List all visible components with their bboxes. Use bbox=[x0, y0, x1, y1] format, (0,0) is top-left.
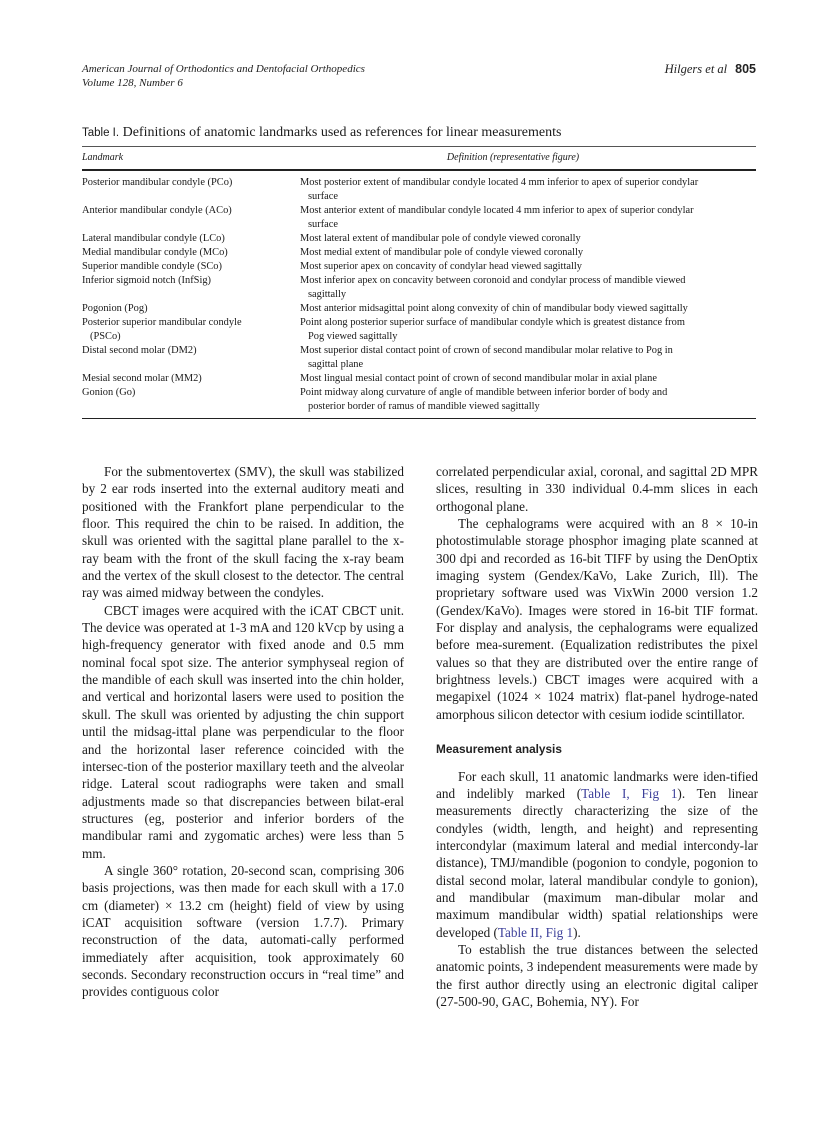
text: ). bbox=[573, 924, 581, 940]
definition-cell bbox=[300, 316, 756, 344]
page-number: 805 bbox=[735, 62, 756, 76]
definition-text: surface bbox=[308, 191, 338, 202]
definition-text: Most posterior extent of mandibular condyle located 4 mm inferior to apex of superior condylar bbox=[300, 177, 699, 188]
definition-text: surface bbox=[308, 219, 338, 230]
definition-cell bbox=[300, 274, 756, 302]
table-row bbox=[82, 372, 756, 386]
column-header-landmark: Landmark bbox=[82, 152, 124, 163]
table-row bbox=[82, 316, 756, 344]
definition-text: Most lateral extent of mandibular pole of condyle viewed coronally bbox=[300, 233, 581, 244]
landmark-text: Mesial second molar (MM2) bbox=[82, 373, 202, 384]
definition-text: posterior border of ramus of mandible viewed sagittally bbox=[308, 401, 540, 412]
landmark-text: Anterior mandibular condyle (ACo) bbox=[82, 205, 232, 216]
landmark-cell bbox=[82, 260, 300, 274]
definition-cell bbox=[300, 204, 756, 232]
body-column-left bbox=[82, 463, 404, 1001]
definition-text: sagittal plane bbox=[308, 359, 364, 370]
definition-cell bbox=[300, 302, 756, 316]
landmark-text: Posterior superior mandibular condyle bbox=[82, 317, 242, 328]
table-row bbox=[82, 344, 756, 372]
landmark-cell bbox=[82, 204, 300, 232]
definition-cell bbox=[300, 386, 756, 414]
table-caption bbox=[82, 124, 756, 142]
paragraph bbox=[436, 768, 758, 941]
table-landmark-definitions bbox=[82, 124, 756, 419]
definition-text: Most superior apex on concavity of condylar head viewed sagittally bbox=[300, 261, 582, 272]
table-bottom-rule bbox=[82, 418, 756, 419]
landmark-text: Posterior mandibular condyle (PCo) bbox=[82, 177, 233, 188]
table-row bbox=[82, 260, 756, 274]
definition-text: Most anterior extent of mandibular condyle located 4 mm inferior to apex of superior condylar bbox=[300, 205, 694, 216]
author-running-title: Hilgers et al bbox=[664, 62, 728, 76]
landmark-cell bbox=[82, 344, 300, 372]
journal-volume: Volume 128, Number 6 bbox=[82, 77, 183, 89]
definition-cell bbox=[300, 246, 756, 260]
table-row bbox=[82, 246, 756, 260]
column-header-definition: Definition (representative figure) bbox=[446, 152, 580, 163]
landmark-cell bbox=[82, 176, 300, 204]
landmark-cell bbox=[82, 372, 300, 386]
table-header-row bbox=[82, 147, 756, 169]
landmark-cell bbox=[82, 232, 300, 246]
landmark-text: Medial mandibular condyle (MCo) bbox=[82, 247, 228, 258]
paragraph: CBCT images were acquired with the iCAT CBCT unit. The device was operated at 1-3 mA and 120 kVcp by using a high-frequency generator with fixed anode and 0.5 mm nominal focal spot size. The anterior symphyseal region of the mandible of each skull was inserted into the chin holder, and vertical and horizontal lasers were used to position the skull. The skull was oriented by adjusting the chin support until the midsag-ittal plane was perpendicular to the floor and the horizontal laser reference coincided with the intersec-tion of the posterior maxillary teeth and the alveolar ridge. Lateral scout radiographs were taken and small adjustments made so that discrepancies between bilat-eral structures (eg, posterior and inferior borders of the mandibular rami and zygomatic arches) were less than 5 mm. bbox=[82, 602, 404, 861]
landmark-cell bbox=[82, 386, 300, 414]
table-row bbox=[82, 232, 756, 246]
definition-text: Point along posterior superior surface of mandibular condyle which is greatest distance from bbox=[300, 317, 685, 328]
definition-text: Most anterior midsagittal point along convexity of chin of mandibular body viewed sagittally bbox=[300, 303, 688, 314]
definition-text: sagittally bbox=[308, 289, 347, 300]
definition-text: Most inferior apex on concavity between coronoid and condylar process of mandible viewed bbox=[300, 275, 686, 286]
table-row bbox=[82, 176, 756, 204]
paragraph: correlated perpendicular axial, coronal, and sagittal 2D MPR slices, resulting in 330 individual 0.4-mm slices in each orthogonal plane. bbox=[436, 464, 758, 514]
landmark-cell bbox=[82, 302, 300, 316]
body-column-right bbox=[436, 463, 758, 1010]
table-figure-link[interactable]: Table I, Fig 1 bbox=[581, 785, 678, 801]
landmark-cell bbox=[82, 274, 300, 302]
definition-text: Pog viewed sagittally bbox=[308, 331, 398, 342]
landmark-cell bbox=[82, 246, 300, 260]
table-row bbox=[82, 274, 756, 302]
paragraph: For the submentovertex (SMV), the skull was stabilized by 2 ear rods inserted into the external auditory meati and positioned with the Frankfort plane perpendicular to the floor. This required the chin to be raised. In addition, the skull was oriented with the sagittal plane parallel to the x-ray beam with the front of the skull facing the x-ray beam and the vertex of the skull closest to the detector. The central ray was aimed midway between the condyles. bbox=[82, 464, 404, 601]
text: ). Ten linear measurements directly characterizing the size of the condyles (width, length, and height) and representing intercondylar (maximum lateral and medial intercondy-lar distance), TMJ/mandible (pogonion to condyle, pogonion to distal second molar, lateral mandibular condyle to gonion), and mandibular (maximum man-dibular molar and maximum mandibular width) spatial relationships were developed ( bbox=[436, 785, 758, 940]
table-row bbox=[82, 204, 756, 232]
section-heading: Measurement analysis bbox=[436, 742, 562, 757]
paragraph: A single 360° rotation, 20-second scan, comprising 306 basis projections, was then made for each skull with a 17.0 cm (diameter) × 13.2 cm (height) field of view by using iCAT acquisition software (version 1.7.7). Primary reconstruction of the data, automati-cally performed immediately after acquisition, took approximately 60 seconds. Secondary reconstruction occurs in “real time” and provides contiguous color bbox=[82, 862, 404, 1000]
definition-cell bbox=[300, 372, 756, 386]
table-row bbox=[82, 302, 756, 316]
paragraph: To establish the true distances between the selected anatomic points, 3 independent measurements were made by the first author directly using an electronic digital caliper (27-500-90, GAC, Bohemia, NY). For bbox=[436, 941, 758, 1009]
landmark-text: Lateral mandibular condyle (LCo) bbox=[82, 233, 225, 244]
running-head-right bbox=[665, 62, 756, 76]
landmark-cell bbox=[82, 316, 300, 344]
definition-cell bbox=[300, 232, 756, 246]
landmark-text: (PSCo) bbox=[90, 331, 121, 342]
landmark-text: Distal second molar (DM2) bbox=[82, 345, 197, 356]
landmark-text: Inferior sigmoid notch (InfSig) bbox=[82, 275, 211, 286]
table-caption-text: Definitions of anatomic landmarks used as references for linear measurements bbox=[122, 125, 562, 140]
table-figure-link[interactable]: Table II, Fig 1 bbox=[497, 924, 574, 940]
table-label: Table I. bbox=[82, 127, 120, 139]
table-row bbox=[82, 386, 756, 414]
landmark-text: Superior mandible condyle (SCo) bbox=[82, 261, 222, 272]
table-body bbox=[82, 171, 756, 414]
definition-text: Most medial extent of mandibular pole of condyle viewed coronally bbox=[300, 247, 584, 258]
landmark-text: Gonion (Go) bbox=[82, 387, 136, 398]
journal-title: American Journal of Orthodontics and Dentofacial Orthopedics bbox=[82, 63, 365, 75]
definition-cell bbox=[300, 260, 756, 274]
definition-text: Most lingual mesial contact point of crown of second mandibular molar in axial plane bbox=[300, 373, 657, 384]
text: For each skull, 11 anatomic landmarks were iden-tified and indelibly marked ( bbox=[436, 768, 758, 801]
definition-text: Most superior distal contact point of crown of second mandibular molar relative to Pog in bbox=[300, 345, 673, 356]
definition-cell bbox=[300, 344, 756, 372]
definition-cell bbox=[300, 176, 756, 204]
paragraph: The cephalograms were acquired with an 8 × 10-in photostimulable storage phosphor imaging plate scanned at 300 dpi and recorded as 16-bit TIFF by using the DenOptix imaging system (Gendex/KaVo, Lake Zurich, Ill). The proprietary software used was VixWin 2000 version 1.2 (Gendex/KaVo). Images were stored in 16-bit TIF format. For display and analysis, the cephalograms were equalized before mea-surement. (Equalization redistributes the pixel values so that they are distributed over the entire range of brightness levels.) CBCT images were acquired with a megapixel (1024 × 1024 matrix) flat-panel hydroge-nated amorphous silicon detector with cesium iodide scintillator. bbox=[436, 516, 758, 722]
running-head bbox=[82, 62, 756, 90]
landmark-text: Pogonion (Pog) bbox=[82, 303, 148, 314]
definition-text: Point midway along curvature of angle of mandible between inferior border of body and bbox=[300, 387, 668, 398]
